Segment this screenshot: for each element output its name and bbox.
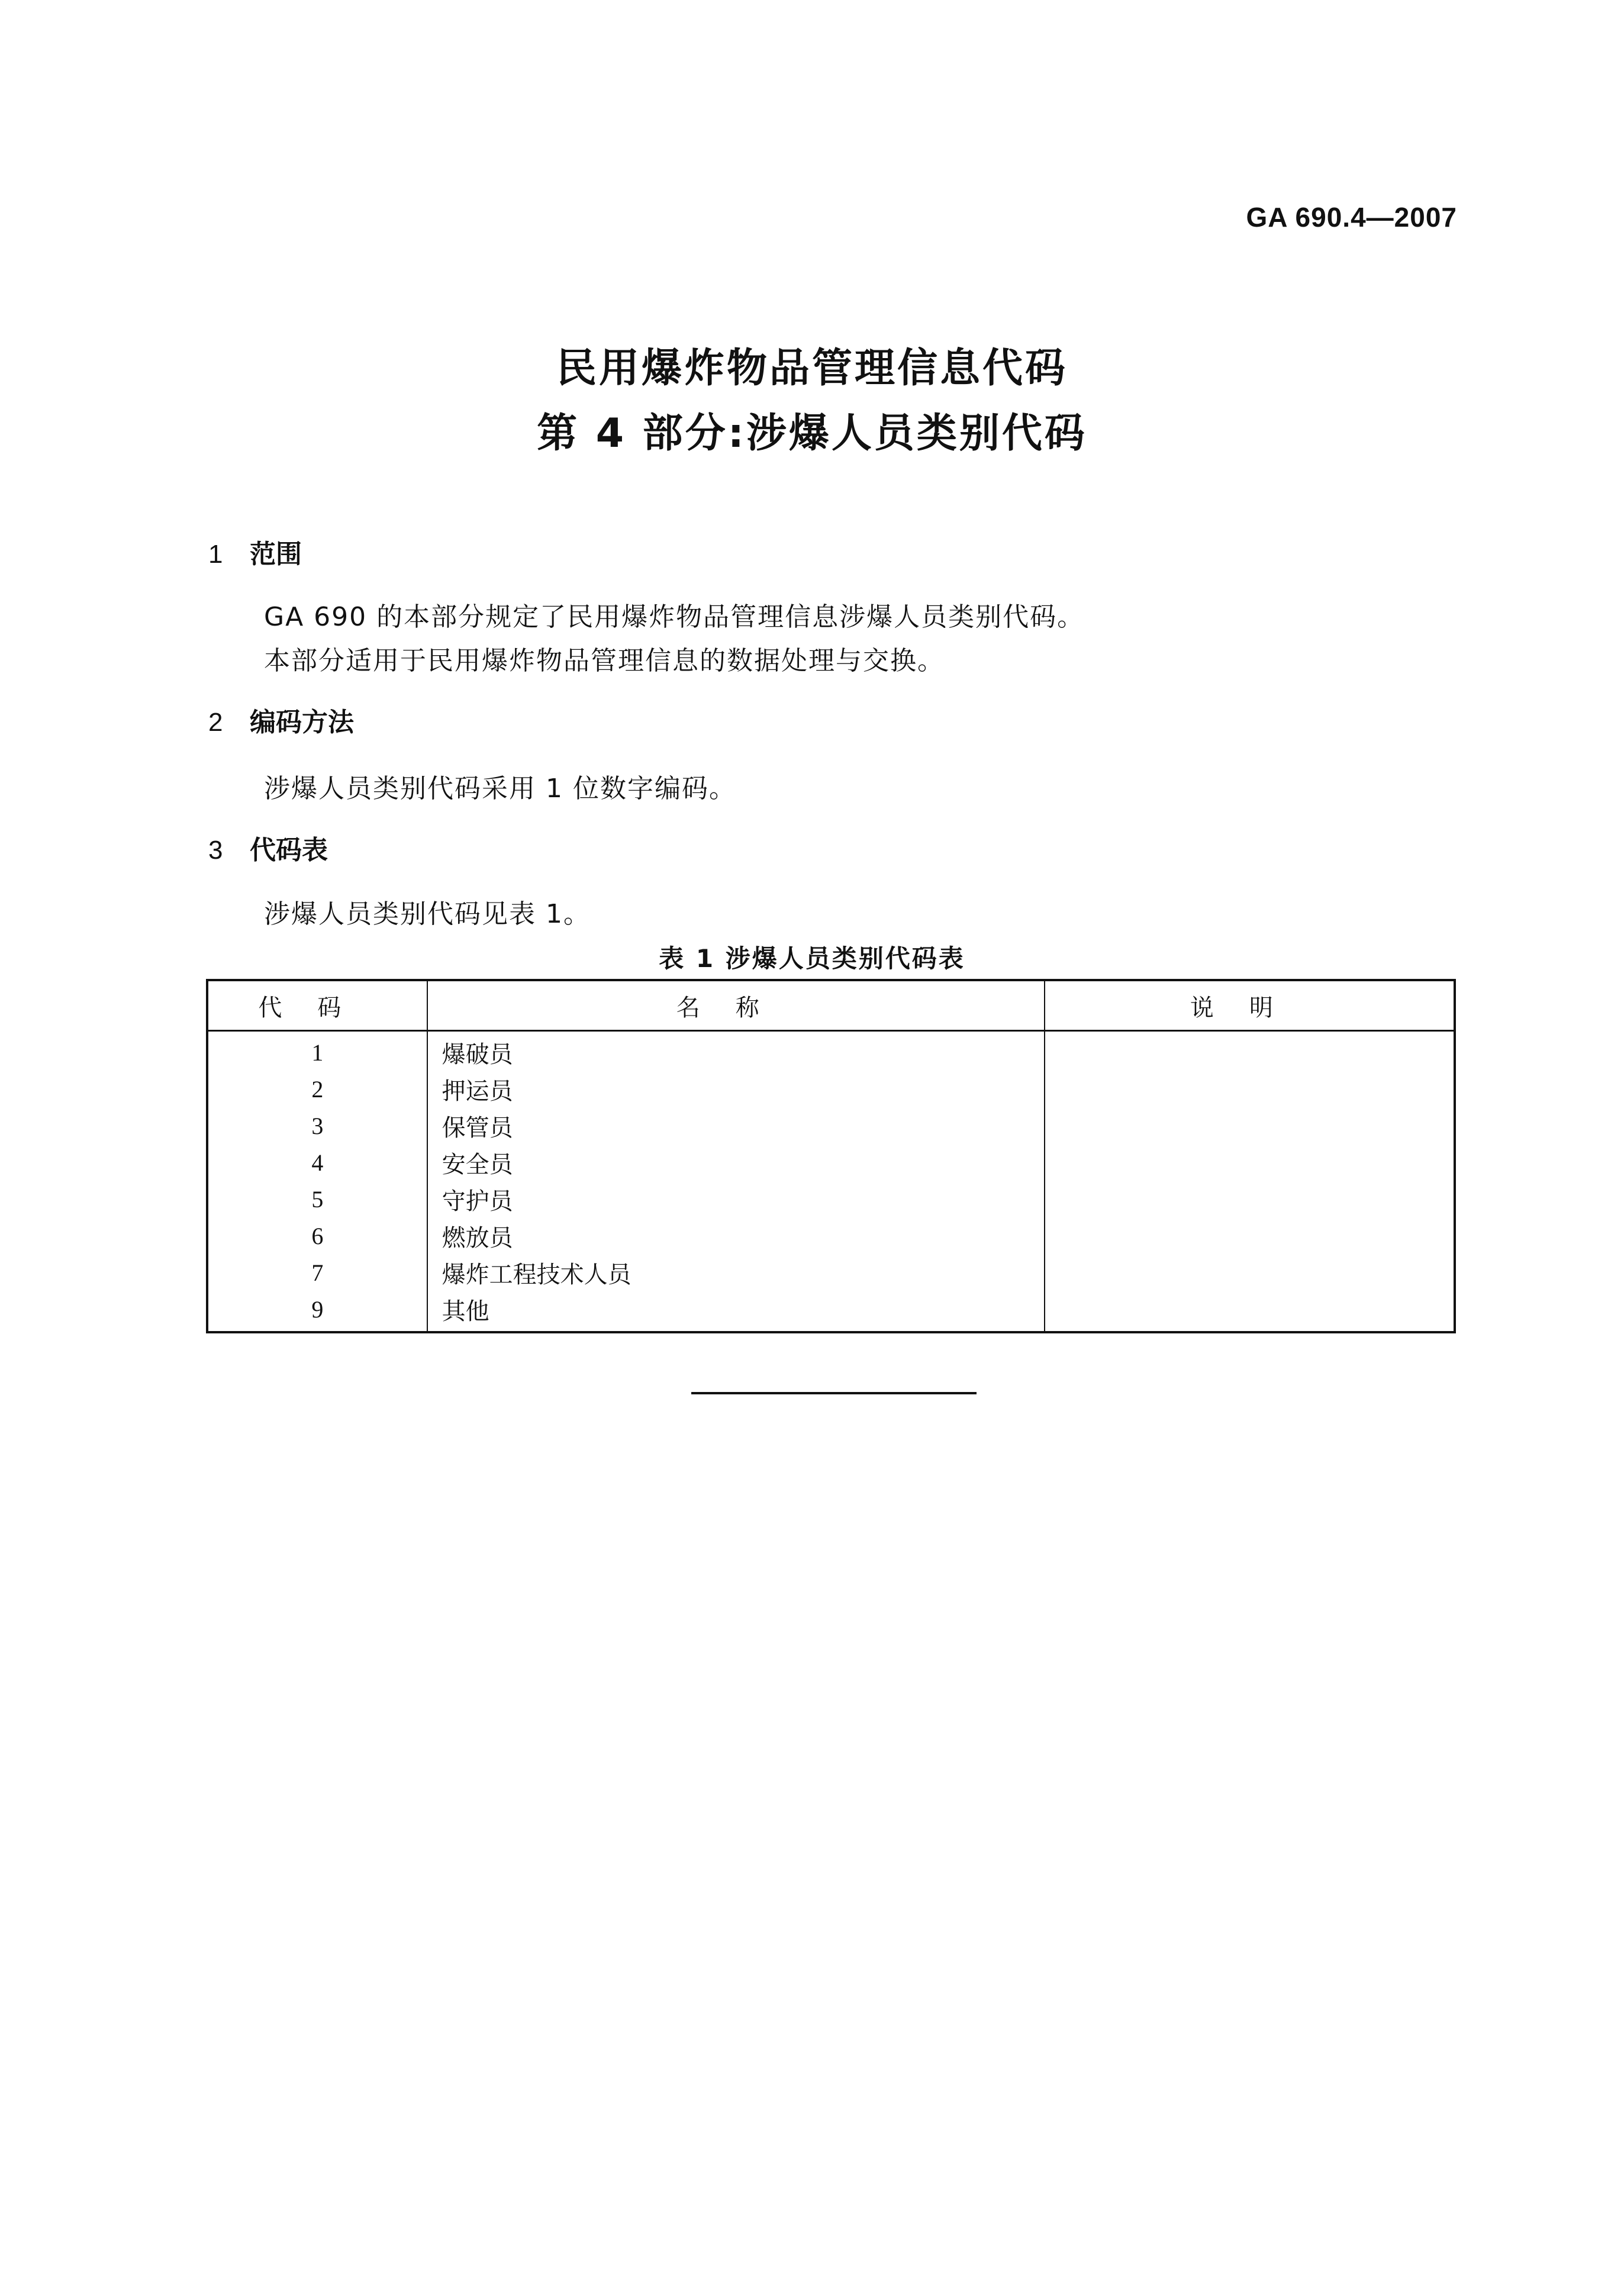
end-rule [691, 1392, 977, 1394]
paragraph: 本部分适用于民用爆炸物品管理信息的数据处理与交换。 [264, 646, 945, 676]
cell-note [1045, 1217, 1455, 1254]
document-subtitle: 第 4 部分:涉爆人员类别代码 [537, 410, 1087, 457]
cell-code: 2 [207, 1071, 427, 1107]
table-row [207, 1254, 1455, 1291]
section-title: 编码方法 [250, 707, 354, 737]
table-header-row [207, 980, 1455, 1031]
table-row [207, 1107, 1455, 1144]
section-heading-code-table [208, 829, 328, 866]
cell-note [1045, 1071, 1455, 1107]
cell-note [1045, 1031, 1455, 1071]
paragraph: 涉爆人员类别代码采用 1 位数字编码。 [264, 774, 736, 804]
cell-note [1045, 1254, 1455, 1291]
table-caption: 表 1 涉爆人员类别代码表 [659, 944, 965, 973]
table-row [207, 1217, 1455, 1254]
table-row [207, 1031, 1455, 1071]
cell-note [1045, 1181, 1455, 1217]
cell-name: 保管员 [427, 1107, 1045, 1144]
table-row [207, 1291, 1455, 1332]
section-number: 1 [208, 540, 223, 569]
column-header-name: 名称 [427, 980, 1045, 1031]
cell-code: 6 [207, 1217, 427, 1254]
section-number: 3 [208, 836, 223, 865]
cell-code: 9 [207, 1291, 427, 1332]
code-table [206, 979, 1456, 1333]
cell-code: 3 [207, 1107, 427, 1144]
table-row [207, 1144, 1455, 1181]
cell-code: 5 [207, 1181, 427, 1217]
cell-name: 守护员 [427, 1181, 1045, 1217]
section-heading-scope [208, 533, 302, 571]
section-number: 2 [208, 708, 223, 737]
cell-name: 燃放员 [427, 1217, 1045, 1254]
section-title: 代码表 [250, 835, 328, 865]
section-heading-coding-method [208, 701, 354, 739]
cell-note [1045, 1291, 1455, 1332]
cell-name: 爆炸工程技术人员 [427, 1254, 1045, 1291]
column-header-note: 说明 [1045, 980, 1455, 1031]
cell-code: 7 [207, 1254, 427, 1291]
cell-note [1045, 1107, 1455, 1144]
cell-name: 爆破员 [427, 1031, 1045, 1071]
section-title: 范围 [250, 539, 302, 569]
column-header-code: 代码 [207, 980, 427, 1031]
cell-name: 安全员 [427, 1144, 1045, 1181]
paragraph: GA 690 的本部分规定了民用爆炸物品管理信息涉爆人员类别代码。 [264, 602, 1085, 632]
cell-code: 4 [207, 1144, 427, 1181]
paragraph: 涉爆人员类别代码见表 1。 [264, 899, 591, 929]
standard-number: GA 690.4—2007 [1246, 202, 1457, 233]
cell-name: 押运员 [427, 1071, 1045, 1107]
table-row [207, 1071, 1455, 1107]
document-title: 民用爆炸物品管理信息代码 [556, 345, 1068, 392]
cell-code: 1 [207, 1031, 427, 1071]
cell-name: 其他 [427, 1291, 1045, 1332]
cell-note [1045, 1144, 1455, 1181]
table-row [207, 1181, 1455, 1217]
